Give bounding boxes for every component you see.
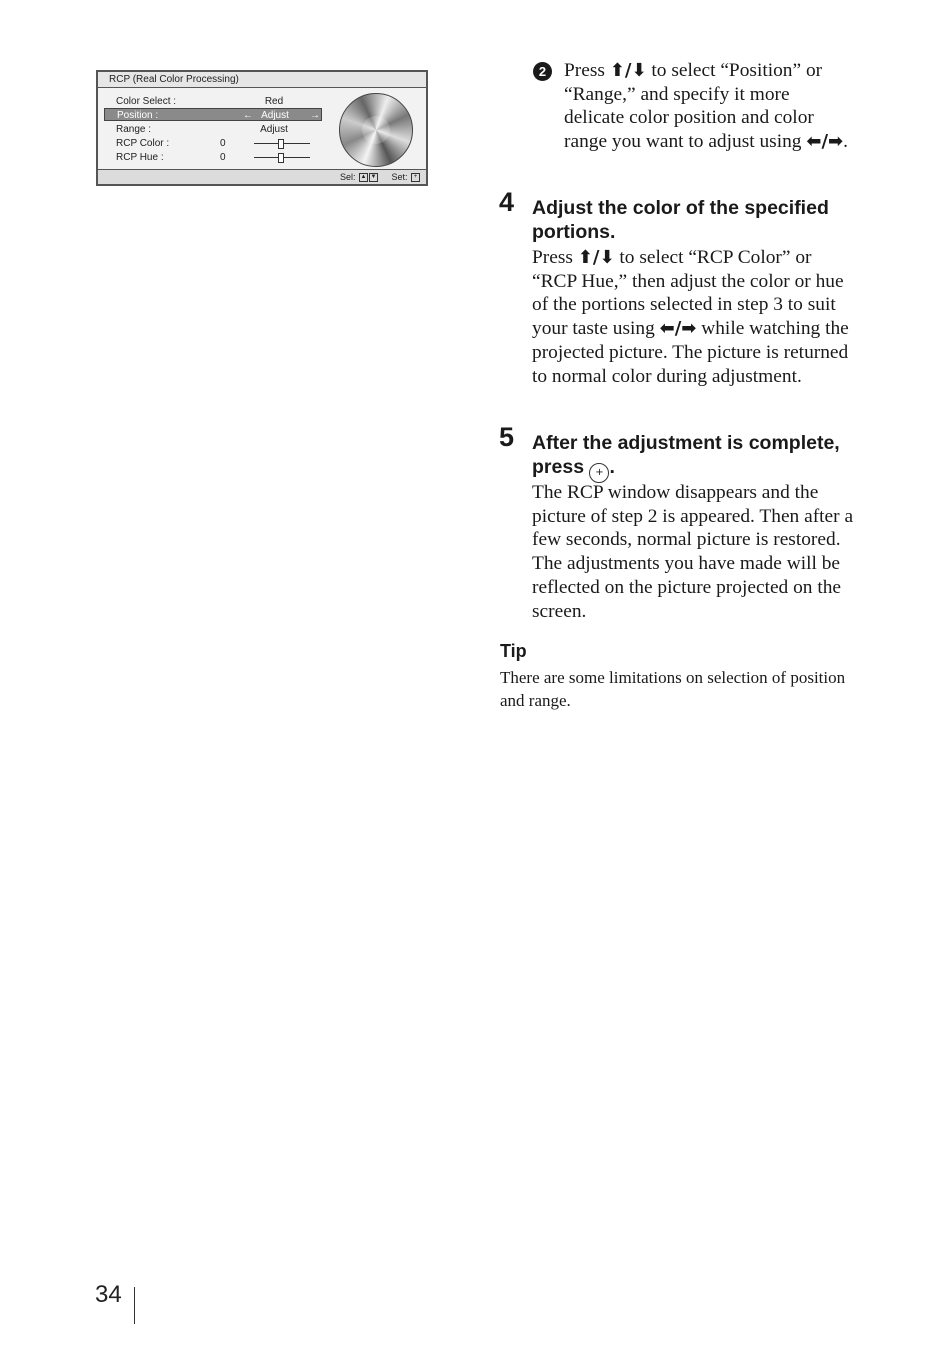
step-body: The RCP window disappears and the picture of step 2 is appeared. Then after a few seconds, normal picture is restored. The adjustments you have made will be reflected on the picture projected on the screen. (532, 482, 854, 622)
substep-paragraph (564, 59, 854, 154)
rcp-color-slider (254, 143, 310, 144)
footer-select-hint (340, 170, 378, 184)
tip-body: There are some limitations on selection of position and range. (500, 668, 846, 710)
right-arrow-icon: → (310, 110, 320, 121)
step-number: 4 (499, 187, 515, 217)
menu-row-position (104, 108, 322, 121)
menu-title: RCP (Real Color Processing) (98, 72, 426, 88)
row-value: Red (264, 96, 284, 107)
footer-sel-label: Sel: (339, 172, 356, 182)
enter-button-icon: + (589, 463, 609, 483)
down-key-icon: ▼ (370, 174, 377, 181)
row-label: RCP Color : (116, 138, 170, 149)
footer-set-label: Set: (391, 172, 408, 182)
left-right-arrow-icon: ⬅/➡ (806, 131, 844, 153)
page-number-rule (134, 1287, 135, 1324)
row-label: Color Select : (116, 96, 177, 107)
row-value: 0 (220, 152, 226, 163)
row-value: 0 (220, 138, 226, 149)
menu-row-range (104, 123, 322, 136)
menu-row-rcp-color (104, 137, 322, 150)
page-number: 34 (95, 1281, 122, 1308)
enter-key-icon: + (411, 173, 420, 182)
step-body (532, 246, 858, 388)
footer-set-hint (391, 170, 420, 184)
menu-footer (98, 169, 426, 184)
slider-knob (278, 139, 284, 149)
left-arrow-icon: ← (243, 110, 253, 121)
step4-text-1: Press (532, 247, 578, 268)
step4-text-2: to select “RCP Color” or “RCP Hue,” then adjust the color or hue of the portions selected in step 3 to suit your taste using (532, 247, 844, 340)
slider-knob (278, 153, 284, 163)
step-heading: Adjust the color of the specified portions. (532, 197, 829, 243)
up-down-arrow-icon: ⬆/⬇ (609, 60, 647, 81)
step5-heading-text: After the adjustment is complete, press (532, 432, 840, 478)
substep-text-3: . (843, 131, 848, 153)
substep-text-2: to select “Position” or “Range,” and specify it more delicate color position and color range you want to adjust using (564, 60, 823, 153)
step-heading (532, 431, 862, 483)
row-label: Range : (116, 124, 152, 135)
tip-heading: Tip (500, 641, 527, 661)
rcp-hue-slider (254, 157, 310, 158)
left-right-arrow-icon: ⬅/➡ (659, 318, 697, 340)
step5-heading-end: . (609, 456, 615, 478)
step-number: 5 (499, 422, 515, 452)
rcp-menu-screenshot (96, 70, 428, 186)
menu-row-color-select (104, 95, 322, 108)
row-label: Position : (117, 110, 159, 121)
row-label: RCP Hue : (116, 152, 164, 163)
row-value: Adjust (261, 110, 289, 121)
up-key-icon: ▲ (360, 174, 367, 181)
up-down-arrow-icon: ⬆/⬇ (577, 247, 615, 268)
step4-text-3: while watching the projected picture. The picture is returned to normal color during adjustment. (532, 318, 849, 387)
color-disc-preview (339, 93, 413, 167)
row-value: Adjust (260, 124, 288, 135)
substep-text-1: Press (564, 60, 610, 81)
menu-row-rcp-hue (104, 151, 322, 164)
substep-marker: 2 (533, 62, 552, 81)
